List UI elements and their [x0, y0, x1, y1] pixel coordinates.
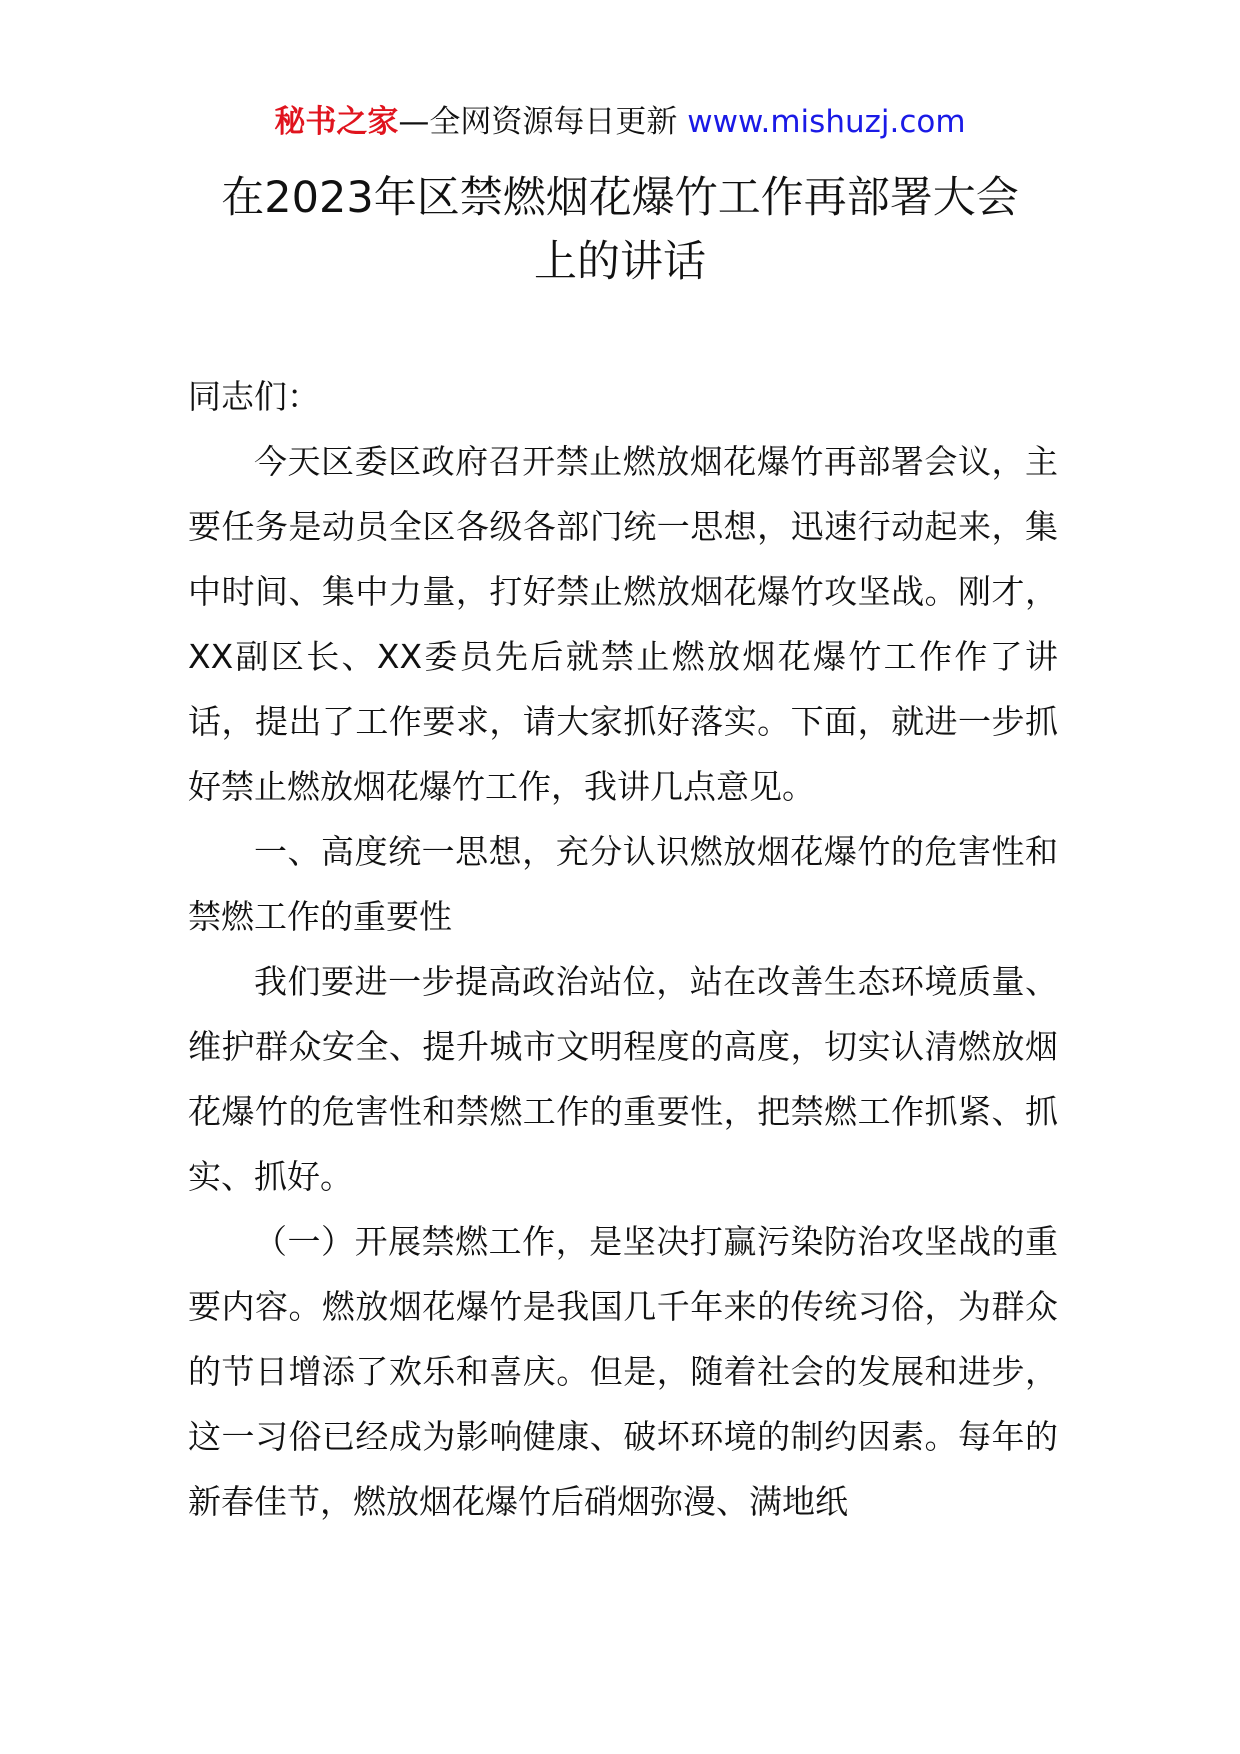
banner-slogan: —全网资源每日更新 — [398, 104, 678, 140]
website-link[interactable]: www.mishuzj.com — [687, 104, 966, 140]
title-line-2: 上的讲话 — [534, 237, 706, 287]
section-heading-1: 一、高度统一思想，充分认识燃放烟花爆竹的危害性和禁燃工作的重要性 — [188, 832, 1058, 936]
paragraph-subsection-1: （一）开展禁燃工作，是坚决打赢污染防治攻坚战的重要内容。燃放烟花爆竹是我国几千年来的传统习俗，为群众的节日增添了欢乐和喜庆。但是，随着社会的发展和进步，这一习俗已经成为影响健康、破坏环境的制约因素。每年的新春佳节，燃放烟花爆竹后硝烟弥漫、满地纸 — [188, 1222, 1058, 1521]
title-line-1: 在2023年区禁燃烟花爆竹工作再部署大会 — [221, 173, 1019, 223]
paragraph-section-1: 我们要进一步提高政治站位，站在改善生态环境质量、维护群众安全、提升城市文明程度的高度，切实认清燃放烟花爆竹的危害性和禁燃工作的重要性，把禁燃工作抓紧、抓实、抓好。 — [188, 962, 1058, 1196]
header-banner — [0, 102, 1240, 142]
brand-name: 秘书之家 — [274, 104, 399, 140]
document-body — [188, 364, 1058, 1534]
salutation: 同志们： — [188, 377, 320, 416]
paragraph-intro: 今天区委区政府召开禁止燃放烟花爆竹再部署会议，主要任务是动员全区各级各部门统一思想，迅速行动起来，集中时间、集中力量，打好禁止燃放烟花爆竹攻坚战。刚才，XX副区长、XX委员先后就禁止燃放烟花爆竹工作作了讲话，提出了工作要求，请大家抓好落实。下面，就进一步抓好禁止燃放烟花爆竹工作，我讲几点意见。 — [188, 442, 1058, 806]
document-title — [150, 166, 1090, 294]
